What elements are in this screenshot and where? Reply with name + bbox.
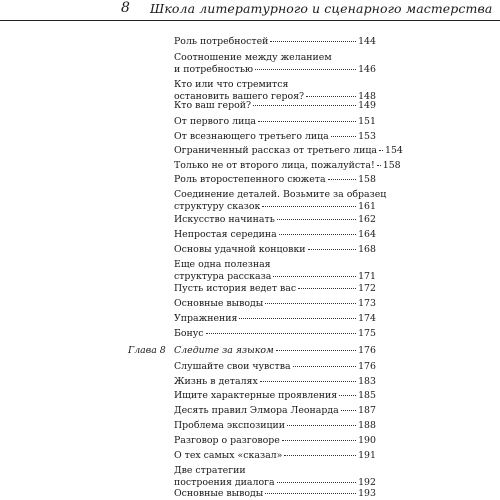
- entry-page: 146: [358, 64, 376, 75]
- entry-title: Роль второстепенного сюжета: [174, 174, 326, 185]
- entry-title: Жизнь в деталях: [174, 376, 258, 387]
- leader-dots: [255, 69, 356, 70]
- entry-page: 183: [358, 376, 376, 387]
- leader-dots: [339, 395, 356, 396]
- toc-entry[interactable]: [174, 376, 376, 388]
- entry-title: Только не от второго лица, пожалуйста!: [174, 160, 375, 171]
- entry-title: Еще одна полезная: [174, 259, 271, 270]
- leader-dots: [270, 41, 356, 42]
- entry-page: 153: [358, 131, 376, 142]
- entry-page: 154: [385, 145, 403, 156]
- leader-dots: [308, 249, 357, 250]
- leader-dots: [239, 318, 356, 319]
- toc-entry[interactable]: [174, 450, 376, 462]
- toc-entry[interactable]: [174, 145, 403, 157]
- leader-dots: [277, 219, 356, 220]
- entry-page: 191: [358, 450, 376, 461]
- leader-dots: [253, 105, 356, 106]
- leader-dots: [206, 333, 357, 334]
- entry-page: 173: [358, 298, 376, 309]
- entry-title: Две стратегии: [174, 465, 246, 476]
- toc-entry[interactable]: [174, 390, 376, 402]
- leader-dots: [282, 440, 356, 441]
- entry-title: Непростая середина: [174, 229, 277, 240]
- entry-title: От всезнающего третьего лица: [174, 131, 329, 142]
- toc-entry[interactable]: [174, 116, 376, 128]
- toc-entry[interactable]: [174, 488, 376, 500]
- toc-entry[interactable]: [174, 298, 376, 310]
- entry-page: 149: [358, 100, 376, 111]
- toc-entry[interactable]: [174, 229, 376, 241]
- entry-page: 176: [358, 361, 376, 372]
- toc-entry[interactable]: [174, 100, 376, 112]
- running-title: Школа литературного и сценарного мастерства: [150, 1, 493, 16]
- leader-dots: [260, 381, 356, 382]
- entry-title: Слушайте свои чувства: [174, 361, 291, 372]
- leader-dots: [258, 121, 356, 122]
- entry-title: Бонус: [174, 328, 204, 339]
- toc-entry[interactable]: [174, 361, 376, 373]
- entry-title-cont: остановить вашего героя?: [174, 91, 305, 102]
- entry-title: Соединение деталей. Возьмите за образец: [174, 189, 387, 200]
- toc-entry[interactable]: [174, 328, 376, 340]
- toc-entry[interactable]: [174, 174, 376, 186]
- entry-title-cont: структура рассказа: [174, 271, 272, 282]
- entry-page: 187: [358, 405, 376, 416]
- toc-entry[interactable]: [174, 244, 376, 256]
- toc-entry[interactable]: [174, 405, 376, 417]
- leader-dots: [276, 350, 356, 351]
- entry-title-cont: построения диалога: [174, 477, 275, 488]
- toc-chapter-entry[interactable]: [174, 345, 376, 357]
- entry-page: 161: [358, 201, 376, 212]
- entry-page: 158: [358, 174, 376, 185]
- entry-page: 171: [358, 271, 376, 282]
- entry-page: 175: [358, 328, 376, 339]
- entry-title: Разговор о разговоре: [174, 435, 280, 446]
- entry-page: 172: [358, 283, 376, 294]
- entry-title: Соотношение между желанием: [174, 52, 332, 63]
- toc-entry[interactable]: [174, 160, 401, 172]
- leader-dots: [293, 366, 356, 367]
- toc-entry[interactable]: [174, 131, 376, 143]
- leader-dots: [287, 425, 356, 426]
- leader-dots: [331, 136, 356, 137]
- leader-dots: [265, 303, 356, 304]
- entry-page: 188: [358, 420, 376, 431]
- entry-title: От первого лица: [174, 116, 256, 127]
- leader-dots: [262, 206, 356, 207]
- chapter-label: Глава 8: [128, 345, 166, 356]
- entry-title: Проблема экспозиции: [174, 420, 285, 431]
- leader-dots: [341, 410, 356, 411]
- toc-entry[interactable]: [174, 52, 376, 76]
- entry-title: О тех самых «сказал»: [174, 450, 283, 461]
- entry-page: 144: [358, 36, 376, 47]
- leader-dots: [328, 179, 357, 180]
- toc-entry[interactable]: [174, 283, 376, 295]
- entry-page: 168: [358, 244, 376, 255]
- entry-page: 148: [358, 91, 376, 102]
- toc-entry[interactable]: [174, 259, 376, 283]
- entry-title: Искусство начинать: [174, 214, 275, 225]
- toc-entry[interactable]: [174, 214, 376, 226]
- entry-title: Основные выводы: [174, 488, 264, 499]
- toc-entry[interactable]: [174, 435, 376, 447]
- entry-title: Основные выводы: [174, 298, 264, 309]
- toc-entry[interactable]: [174, 420, 376, 432]
- entry-title: Пусть история ведет вас: [174, 283, 297, 294]
- entry-title: Кто ваш герой?: [174, 100, 252, 111]
- entry-page: 185: [358, 390, 376, 401]
- toc-entry[interactable]: [174, 313, 376, 325]
- leader-dots: [279, 234, 356, 235]
- chapter-title: Следите за языком: [174, 345, 274, 356]
- page-number: 8: [121, 0, 130, 16]
- entry-page: 162: [358, 214, 376, 225]
- leader-dots: [298, 288, 356, 289]
- entry-page: 176: [358, 345, 376, 356]
- entry-title: Упражнения: [174, 313, 238, 324]
- leader-dots: [284, 455, 356, 456]
- toc-entry[interactable]: [174, 36, 376, 48]
- entry-title: Роль потребностей: [174, 36, 269, 47]
- entry-page: 190: [358, 435, 376, 446]
- leader-dots: [265, 493, 356, 494]
- entry-page: 151: [358, 116, 376, 127]
- entry-title: Ограниченный рассказ от третьего лица: [174, 145, 377, 156]
- entry-page: 192: [358, 477, 376, 488]
- entry-title: Кто или что стремится: [174, 79, 289, 90]
- entry-title: Десять правил Элмора Леонарда: [174, 405, 339, 416]
- leader-dots: [273, 276, 356, 277]
- toc-entry[interactable]: [174, 189, 387, 213]
- leader-dots: [377, 165, 381, 166]
- entry-title: Ищите характерные проявления: [174, 390, 338, 401]
- entry-page: 164: [358, 229, 376, 240]
- leader-dots: [306, 96, 356, 97]
- entry-title-cont: и потребностью: [174, 64, 254, 75]
- leader-dots: [379, 150, 383, 151]
- entry-title: Основы удачной концовки: [174, 244, 306, 255]
- entry-page: 158: [382, 160, 401, 171]
- toc-entry[interactable]: [174, 465, 376, 489]
- entry-page: 193: [358, 488, 376, 499]
- leader-dots: [277, 482, 356, 483]
- entry-title-cont: структуру сказок: [174, 201, 261, 212]
- entry-page: 174: [358, 313, 376, 324]
